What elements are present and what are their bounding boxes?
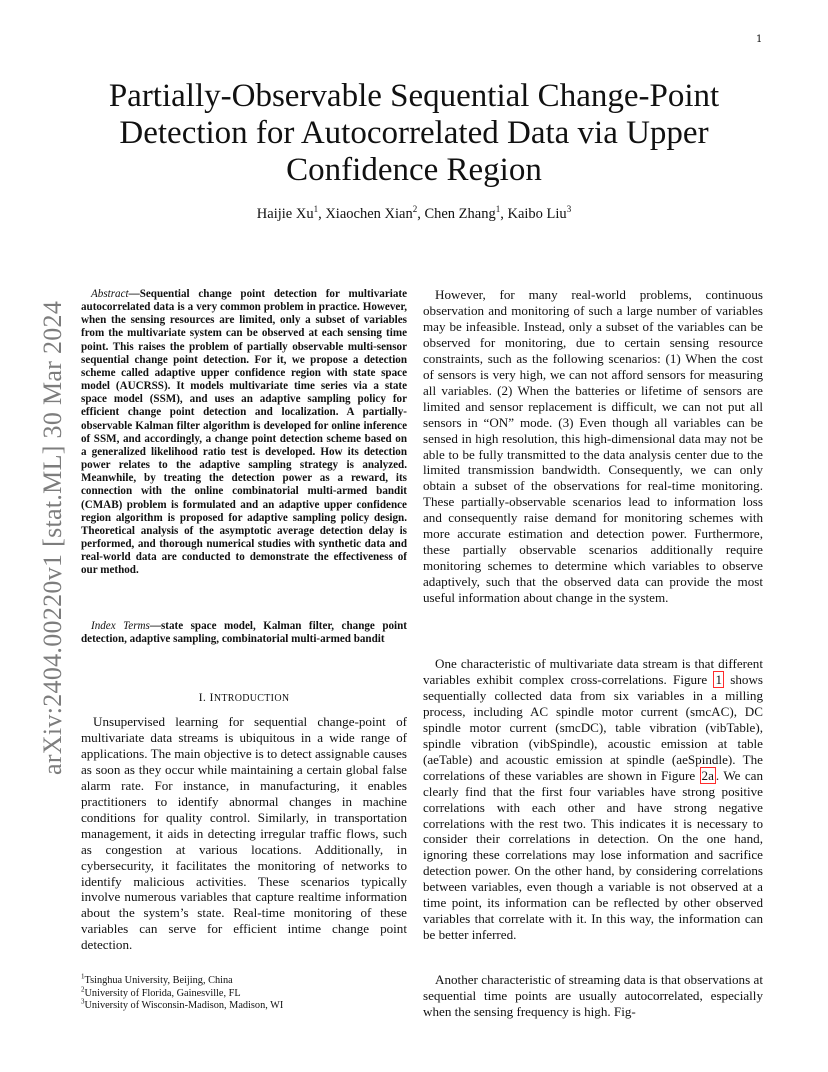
section-title-initial: I bbox=[209, 690, 214, 704]
author-affiliation-mark: 1 bbox=[313, 204, 319, 215]
author-name: Kaibo Liu bbox=[507, 206, 567, 222]
section-numeral: I. bbox=[198, 690, 207, 704]
introduction-paragraph: Unsupervised learning for sequential change-point of multivariate data streams is ubiquitous in a wide range of applications. The main objective is to detect assignable causes as soon as they occur while maintaining a certain global false alarm rate. For instance, in manufacturing, it enables practitioners to identify abnormal changes in machine conditions for quality control. Similarly, in transportation management, it aids in detecting irregular traffic flows, such as congestion at various locations. Additionally, in cybersecurity, it facilitates the monitoring of networks to identify malicious activities. These scenarios typically involve numerous variables that capture realtime information about the system’s state. Real-time monitoring of these variables can serve for efficient intime change point detection. bbox=[81, 714, 407, 953]
footnote: $^3$University of Wisconsin-Madison, Madison, WI bbox=[81, 997, 284, 1012]
abstract-label: Abstract bbox=[91, 288, 129, 300]
author-affiliation-mark: 3 bbox=[566, 204, 572, 215]
figure-reference-link[interactable]: 1 bbox=[715, 671, 723, 687]
index-terms bbox=[81, 620, 407, 646]
author-name: Chen Zhang bbox=[424, 206, 496, 222]
section-heading-introduction bbox=[81, 690, 407, 705]
author-affiliation-mark: 1 bbox=[495, 204, 501, 215]
body-paragraph: However, for many real-world problems, continuous observation and monitoring of such a large number of variables may be infeasible. Instead, only a subset of the variables can be observed for monitoring, due to certain sensing resource constraints, such as the following scenarios: (1) When the cost of sensors is very high, we can not afford sensors for measuring all variables. (2) When the batteries or lifetime of sensors are limited and sensor replacement is difficult, we can not put all sensors in “ON” mode. (3) Even though all variables can be sensed in high resolution, this high-dimensional data may not be able to be fully transmitted to the data analysis center due to the limited transmission bandwidth. Consequently, we can only obtain a subset of the observations for real-time monitoring. These partially-observable scenarios lead to information loss and consequently raise demand for monitoring schemes with more accurate estimation and detection power. Furthermore, these partially observable scenarios additionally require monitoring schemes to determine which variables to observe adaptively, such that the observed data can provide the most useful information about change in the system. bbox=[423, 287, 763, 606]
body-paragraph: Another characteristic of streaming data is that observations at sequential time points are usually autocorrelated, especially when the sensing frequency is high. Fig- bbox=[423, 972, 763, 1019]
footnote: $^2$University of Florida, Gainesville, FL bbox=[81, 985, 241, 999]
figure-reference-link[interactable]: 2a bbox=[701, 767, 714, 783]
body-paragraph: One characteristic of multivariate data stream is that different variables exhibit complex cross-correlations. Figure 1 shows sequentially collected data from six variables in a milling process, including AC spindle motor current (smcAC), DC spindle motor current (smcDC), table vibration (vibTable), spindle vibration (vibSpindle), acoustic emission at table (aeTable) and acoustic emission at spindle (aeSpindle). The correlations of these variables are shown in Figure 2a . We can clearly find that the first four variables have strong positive correlations with each other and have strong negative correlations with the rest two. This indicates it is necessary to consider their correlations in detection. On the one hand, ignoring these correlations may lose information and sacrifice detection power. On the other hand, by considering correlations between variables, even though a variable is not observed at a time point, its information can be reflected by other observed variables that correlate with it. In this way, the information can be better inferred. bbox=[423, 656, 763, 943]
affiliation-footnotes bbox=[81, 972, 407, 1013]
index-terms-text: —state space model, Kalman filter, change point detection, adaptive sampling, combinatorial multi-armed bandit bbox=[81, 620, 407, 646]
author-list: Haijie Xu$^1$, Xiaochen Xian$^2$, Chen Zhang$^1$, Kaibo Liu$^3$ bbox=[256, 204, 572, 222]
index-terms-label: Index Terms bbox=[91, 620, 150, 632]
author-affiliation-mark: 2 bbox=[412, 204, 418, 215]
page-number: 1 bbox=[756, 34, 763, 45]
author-name: Xiaochen Xian bbox=[325, 206, 413, 222]
footnote: $^1$Tsinghua University, Beijing, China bbox=[81, 972, 233, 986]
author-name: Haijie Xu bbox=[256, 206, 314, 222]
abstract bbox=[81, 288, 407, 577]
paper-title: Partially-Observable Sequential Change-Point Detection for Autocorrelated Data via Upper Confidence Region bbox=[108, 78, 720, 188]
section-title-rest: NTRODUCTION bbox=[213, 693, 290, 704]
arxiv-identifier-stamp: arXiv:2404.00220v1 [stat.ML] 30 Mar 2024 bbox=[38, 300, 67, 775]
abstract-text: —Sequential change point detection for multivariate autocorrelated data is a very common problem in practice. However, when the sensing resources are limited, only a subset of variables from the multivariate system can be observed at each sensing time point. This raises the problem of partially observable multi-sensor sequential change point detection. For it, we propose a detection scheme called adaptive upper confidence region with state space model (AUCRSS). It models multivariate time series via a state space model (SSM), and uses an adaptive sampling policy for efficient change point detection and localization. A partially-observable Kalman filter algorithm is developed for online inference of SSM, and accordingly, a change point detection scheme based on a generalized likelihood ratio test is developed. How its detection power relates to the adaptive sampling strategy is analyzed. Meanwhile, by treating the detection power as a reward, its connection with the online combinatorial multi-armed bandit (CMAB) problem is formulated and an adaptive upper confidence region algorithm is proposed for adaptive sampling policy design. Theoretical analysis of the asymptotic average detection delay is performed, and thorough numerical studies with synthetic data and real-world data are conducted to demonstrate the effectiveness of our method. bbox=[81, 288, 407, 577]
